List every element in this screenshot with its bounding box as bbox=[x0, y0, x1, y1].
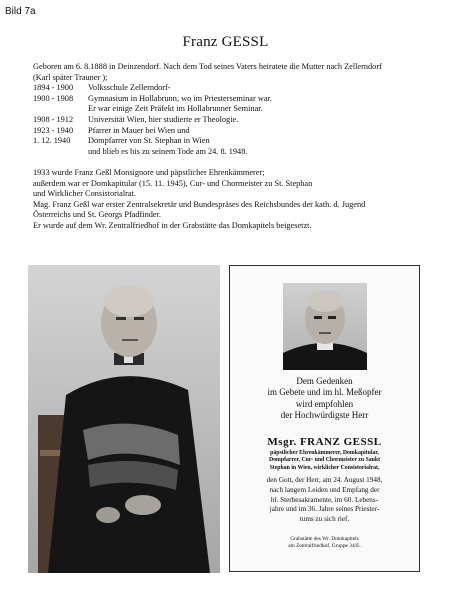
timeline-row bbox=[33, 83, 423, 94]
card-intro-line: im Gebete und im hl. Meßopfer bbox=[267, 387, 382, 398]
timeline-date: 1. 12. 1940 bbox=[33, 136, 71, 146]
timeline-text: Universität Wien, hier studierte er Theologie. bbox=[88, 114, 239, 124]
outro-line: 1933 wurde Franz Geßl Monsignore und päpstlicher Ehrenkämmerer; bbox=[33, 167, 265, 177]
card-footer-line: am Zentralfriedhof, Gruppe 34/E. bbox=[288, 543, 361, 549]
memorial-card bbox=[229, 265, 420, 572]
card-portrait-photo bbox=[283, 283, 367, 370]
timeline-date: 1923 - 1940 bbox=[33, 125, 74, 135]
page-title: Franz GESSL bbox=[182, 34, 269, 50]
outro-line: Mag. Franz Geßl war erster Zentralsekretär und Bundespräses des Reichsbundes der kath. d. Jugend bbox=[33, 199, 366, 209]
timeline-text: Er war einige Zeit Präfekt im Hollabrunner Seminar. bbox=[88, 104, 263, 114]
card-name: Msgr. FRANZ GESSL bbox=[267, 436, 382, 448]
portrait-photo bbox=[28, 265, 220, 573]
timeline-date bbox=[33, 104, 88, 115]
outro-line: Er wurde auf dem Wr. Zentralfriedhof in der Grabstätte das Domkapitels beigesetzt. bbox=[33, 220, 312, 230]
card-footer bbox=[230, 536, 419, 550]
timeline-row bbox=[33, 136, 423, 147]
timeline-text: und blieb es bis zu seinem Tode am 24. 8. 1948. bbox=[88, 146, 248, 156]
timeline-text: Dompfarrer von St. Stephan in Wien bbox=[88, 136, 210, 146]
timeline-row bbox=[33, 104, 423, 115]
timeline-date: 1900 - 1908 bbox=[33, 93, 74, 103]
timeline-text: Gymnasium in Hollabrunn, wo im Priesterseminar war. bbox=[88, 93, 272, 103]
outro-line: außerdem war er Domkapitular (15. 11. 1945), Cur- und Chormeister zu St. Stephan bbox=[33, 178, 313, 188]
timeline-row bbox=[33, 126, 423, 137]
biography bbox=[33, 62, 423, 232]
card-intro-line: wird empfohlen bbox=[295, 398, 354, 409]
card-titles bbox=[230, 450, 419, 472]
card-intro-line: Dem Gedenken bbox=[296, 376, 353, 386]
outro-line: und Wirklicher Consistorialrat. bbox=[33, 189, 136, 199]
page-label: Bild 7a bbox=[5, 6, 36, 17]
card-body-line: den Gott, der Herr, am 24. August 1948, bbox=[266, 476, 383, 484]
timeline-date bbox=[33, 147, 88, 158]
timeline-row bbox=[33, 115, 423, 126]
card-title-line: päpstlicher Ehrenkämmerer, Domkapitular, bbox=[270, 450, 379, 456]
card-title-line: Dompfarrer, Cur- und Chormeister zu Sankt bbox=[268, 457, 381, 464]
card-body bbox=[230, 476, 419, 525]
timeline-date: 1908 - 1912 bbox=[33, 114, 74, 124]
card-portrait-image bbox=[283, 283, 367, 370]
card-body-line: hl. Sterbesakramente, im 60. Lebens- bbox=[270, 495, 379, 504]
timeline-row bbox=[33, 147, 423, 158]
portrait-photo-image bbox=[28, 265, 220, 573]
card-intro-line: der Hochwürdigste Herr bbox=[280, 410, 369, 421]
timeline-date: 1894 - 1900 bbox=[33, 83, 74, 93]
intro-line: (Karl später Trauner ); bbox=[33, 72, 108, 82]
timeline-row bbox=[33, 94, 423, 105]
card-footer-line: Grabstätte des Wr. Domkapitels bbox=[290, 536, 359, 542]
card-intro bbox=[230, 376, 419, 422]
timeline-text: Volksschule Zellerndorf- bbox=[88, 83, 171, 93]
timeline-text: Pfarrer in Mauer bei Wien und bbox=[88, 125, 190, 135]
outro-line: Österreichs und St. Georgs Pfadfinder. bbox=[33, 210, 161, 220]
card-body-line: nach langem Leiden und Empfang der bbox=[269, 485, 380, 494]
intro-line: Geboren am 6. 8.1888 in Deinzendorf. Nach dem Tod seines Vaters heiratete die Mutter nach Zellerndorf bbox=[33, 62, 382, 71]
card-title-line: Stephan in Wien, wirklicher Consistorialrat, bbox=[269, 464, 380, 471]
card-body-line: tums zu sich rief. bbox=[299, 515, 350, 524]
card-body-line: jahre und im 36. Jahre seines Priester- bbox=[269, 505, 380, 514]
